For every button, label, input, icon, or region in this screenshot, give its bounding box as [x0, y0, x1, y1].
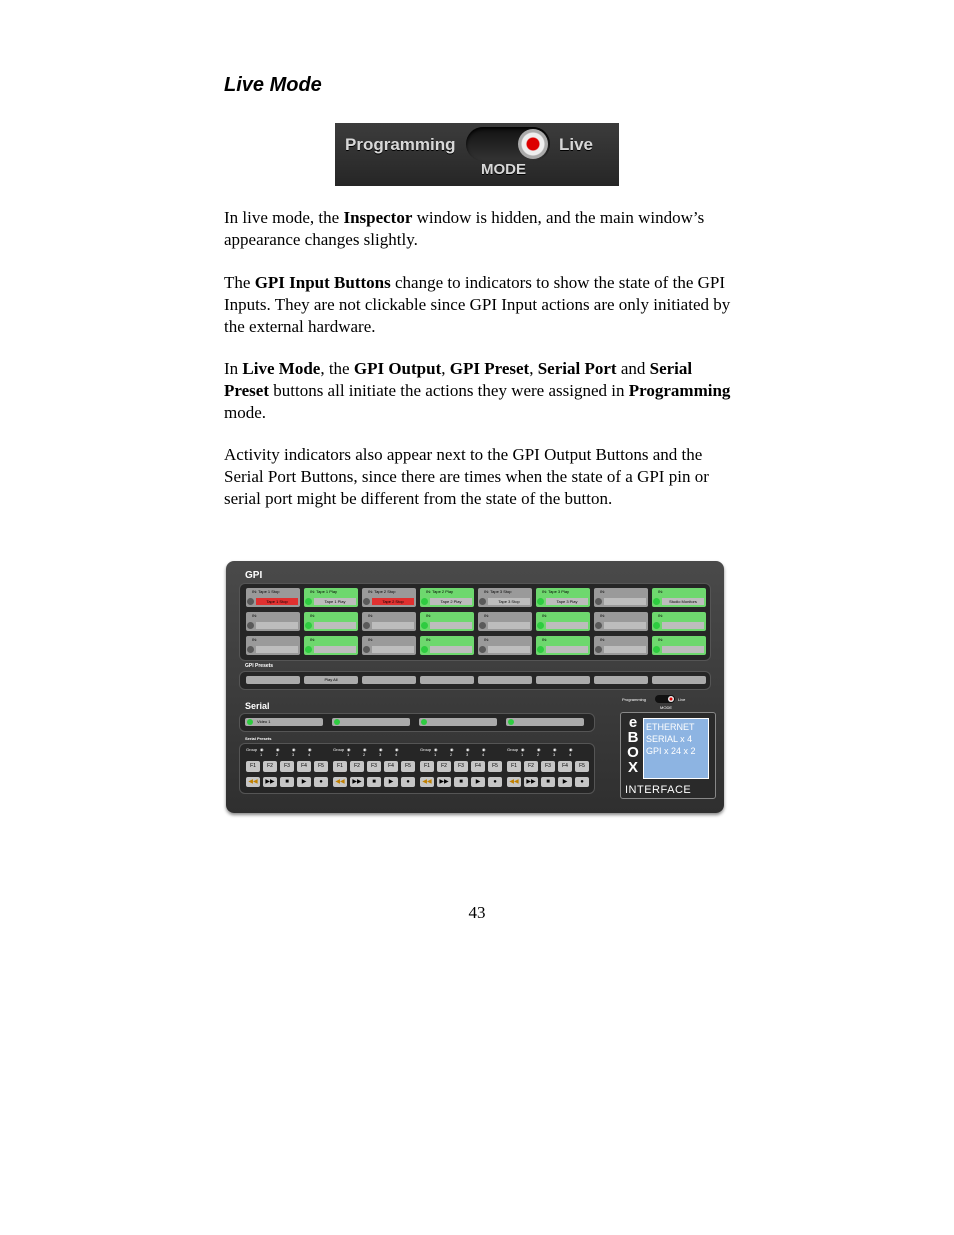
transport-key[interactable]: ◀◀	[420, 777, 434, 787]
transport-key[interactable]: ■	[541, 777, 555, 787]
gpi-button[interactable]	[652, 588, 706, 607]
gpi-button[interactable]	[652, 612, 706, 631]
serial-preset-key[interactable]: F5	[575, 761, 589, 772]
gpi-button[interactable]	[362, 588, 416, 607]
activity-led-icon	[537, 646, 544, 653]
gpi-output-label	[256, 646, 298, 653]
transport-key[interactable]: ▶▶	[350, 777, 364, 787]
activity-led-icon	[247, 646, 254, 653]
serial-preset-key[interactable]: F5	[488, 761, 502, 772]
activity-led-icon	[305, 646, 312, 653]
gpi-input-name: IN:	[658, 637, 664, 642]
gpi-section-label: GPI	[245, 570, 263, 581]
activity-led-icon	[537, 622, 544, 629]
serial-preset-key[interactable]: F2	[350, 761, 364, 772]
serial-preset-key[interactable]: F4	[471, 761, 485, 772]
group-knob[interactable]: ◉ 2	[363, 747, 367, 757]
serial-preset-key[interactable]: F2	[437, 761, 451, 772]
serial-preset-key[interactable]: F2	[263, 761, 277, 772]
gpi-input-name: IN:	[484, 613, 490, 618]
transport-key[interactable]: ●	[314, 777, 328, 787]
transport-key[interactable]: ◀◀	[507, 777, 521, 787]
bold-term: Serial Port	[537, 359, 617, 378]
gpi-output-label	[604, 622, 646, 629]
gpi-input-name: IN: Tape 2 Play	[426, 589, 454, 594]
gpi-output-label	[488, 622, 530, 629]
gpi-output-label: Tape 1 Play	[314, 598, 356, 605]
group-knob[interactable]: ◉ 3	[466, 747, 470, 757]
group-label: Group	[507, 747, 519, 752]
activity-led-icon	[247, 719, 253, 725]
gpi-preset-button[interactable]	[536, 676, 590, 684]
gpi-button[interactable]	[478, 612, 532, 631]
mini-mode-label: MODE	[660, 705, 672, 710]
gpi-preset-button[interactable]	[420, 676, 474, 684]
bold-term: Serial Preset	[224, 359, 693, 400]
bold-term: GPI Input Buttons	[254, 273, 391, 292]
serial-preset-key[interactable]: F4	[297, 761, 311, 772]
activity-led-icon	[595, 646, 602, 653]
activity-led-icon	[247, 622, 254, 629]
serial-preset-key[interactable]: F4	[384, 761, 398, 772]
gpi-output-label	[314, 622, 356, 629]
group-knob[interactable]: ◉ 2	[537, 747, 541, 757]
gpi-input-name: IN:	[368, 613, 374, 618]
gpi-input-name: IN:	[600, 589, 606, 594]
group-knob[interactable]: ◉ 4	[482, 747, 486, 757]
gpi-button[interactable]	[478, 588, 532, 607]
gpi-input-name: IN:	[310, 637, 316, 642]
activity-led-icon	[595, 622, 602, 629]
gpi-output-label	[662, 646, 704, 653]
mode-toggle	[466, 127, 550, 161]
gpi-button[interactable]	[304, 612, 358, 631]
gpi-input-name: IN: Tape 3 Stop	[484, 589, 512, 594]
group-knob[interactable]: ◉ 1	[347, 747, 351, 757]
activity-led-icon	[305, 598, 312, 605]
gpi-button[interactable]	[536, 612, 590, 631]
gpi-button[interactable]	[362, 612, 416, 631]
bold-term: Inspector	[343, 208, 413, 227]
mini-mode-programming: Programming	[622, 697, 647, 702]
transport-key[interactable]: ▶	[471, 777, 485, 787]
transport-key[interactable]: ■	[454, 777, 468, 787]
gpi-button[interactable]	[652, 636, 706, 655]
gpi-button[interactable]	[594, 588, 648, 607]
gpi-output-label	[662, 622, 704, 629]
gpi-output-label: Tape 1 Stop	[256, 598, 298, 605]
serial-port-button[interactable]	[506, 718, 584, 726]
gpi-output-label	[546, 646, 588, 653]
gpi-output-label	[430, 646, 472, 653]
group-label: Group	[246, 747, 258, 752]
bold-term: GPI Preset	[449, 359, 530, 378]
transport-key[interactable]: ◀◀	[333, 777, 347, 787]
ebox-letters: e B O X	[627, 714, 639, 776]
toggle-knob-icon	[518, 129, 548, 159]
gpi-output-label	[488, 646, 530, 653]
transport-key[interactable]: ▶	[297, 777, 311, 787]
serial-preset-key[interactable]: F2	[524, 761, 538, 772]
mini-toggle-knob-icon	[668, 696, 674, 702]
gpi-input-name: IN:	[426, 637, 432, 642]
mode-live-label: Live	[559, 135, 594, 154]
transport-key[interactable]: ◀◀	[246, 777, 260, 787]
bold-term: Programming	[628, 381, 731, 400]
gpi-input-name: IN:	[542, 613, 548, 618]
gpi-output-label: Tape 3 Play	[546, 598, 588, 605]
serial-preset-key[interactable]: F1	[333, 761, 347, 772]
gpi-input-name: IN: Tape 1 Stop	[252, 589, 280, 594]
gpi-presets-label: GPI Presets	[245, 663, 274, 669]
gpi-output-label: Tape 3 Stop	[488, 598, 530, 605]
serial-section-label: Serial	[245, 701, 270, 711]
group-knob[interactable]: ◉ 2	[276, 747, 280, 757]
serial-port-button[interactable]	[419, 718, 497, 726]
activity-led-icon	[479, 622, 486, 629]
serial-preset-key[interactable]: F4	[558, 761, 572, 772]
gpi-button[interactable]	[304, 636, 358, 655]
serial-preset-key[interactable]: F3	[454, 761, 468, 772]
activity-led-icon	[421, 598, 428, 605]
gpi-input-name: IN:	[368, 637, 374, 642]
activity-led-icon	[508, 719, 514, 725]
activity-led-icon	[421, 622, 428, 629]
gpi-button[interactable]	[536, 636, 590, 655]
serial-preset-key[interactable]: F1	[420, 761, 434, 772]
gpi-button[interactable]	[304, 588, 358, 607]
activity-led-icon	[479, 646, 486, 653]
group-knob[interactable]: ◉ 2	[450, 747, 454, 757]
group-label: Group	[420, 747, 432, 752]
paragraph-3: In Live Mode, the GPI Output, GPI Preset, Serial Port and Serial Preset buttons all initiate the actions they were assigned in Programming mode.	[224, 359, 731, 422]
transport-key[interactable]: ■	[367, 777, 381, 787]
gpi-button[interactable]	[362, 636, 416, 655]
mode-switch-image	[335, 123, 619, 186]
gpi-input-name: IN:	[658, 589, 664, 594]
gpi-output-label	[430, 622, 472, 629]
paragraph-2: The GPI Input Buttons change to indicators to show the state of the GPI Inputs. They are not clickable since GPI Input actions are only initiated by the external hardware.	[224, 273, 731, 336]
transport-key[interactable]: ▶▶	[524, 777, 538, 787]
mini-toggle	[655, 695, 675, 703]
paragraph-4: Activity indicators also appear next to the GPI Output Buttons and the Serial Port Buttons, since there are times when the state of a GPI pin or serial port might be different from the state of the button.	[224, 445, 709, 508]
activity-led-icon	[363, 646, 370, 653]
gpi-input-name: IN: Tape 1 Play	[310, 589, 338, 594]
gpi-input-name: IN:	[600, 637, 606, 642]
bold-term: GPI Output	[353, 359, 442, 378]
gpi-input-name: IN:	[426, 613, 432, 618]
group-knob[interactable]: ◉ 3	[292, 747, 296, 757]
activity-led-icon	[479, 598, 486, 605]
transport-key[interactable]: ▶▶	[437, 777, 451, 787]
transport-key[interactable]: ●	[575, 777, 589, 787]
gpi-preset-button[interactable]	[362, 676, 416, 684]
transport-key[interactable]: ●	[401, 777, 415, 787]
mode-label: MODE	[481, 161, 526, 178]
ebox-interface-label: INTERFACE	[625, 784, 692, 796]
group-knob[interactable]: ◉ 1	[434, 747, 438, 757]
gpi-button[interactable]	[420, 636, 474, 655]
transport-key[interactable]: ▶▶	[263, 777, 277, 787]
gpi-output-label	[372, 646, 414, 653]
mini-mode-switch[interactable]	[622, 695, 692, 711]
page-heading: Live Mode	[224, 74, 322, 96]
group-knob[interactable]: ◉ 4	[569, 747, 573, 757]
serial-preset-key[interactable]: F5	[401, 761, 415, 772]
gpi-output-label	[546, 622, 588, 629]
gpi-output-label: Studio Monitors	[662, 598, 704, 605]
serial-port-button[interactable]: Video 1	[245, 718, 323, 726]
group-label: Group	[333, 747, 345, 752]
group-knob[interactable]: ◉ 1	[521, 747, 525, 757]
gpi-preset-button[interactable]	[246, 676, 300, 684]
ebox-main-window-screenshot	[226, 561, 724, 813]
gpi-button[interactable]	[246, 612, 300, 631]
activity-led-icon	[363, 622, 370, 629]
gpi-output-label	[604, 646, 646, 653]
bold-term: Live Mode	[242, 359, 321, 378]
activity-led-icon	[653, 598, 660, 605]
paragraph-1: In live mode, the Inspector window is hidden, and the main window’s appearance changes slightly.	[224, 208, 705, 249]
activity-led-icon	[305, 622, 312, 629]
activity-led-icon	[421, 719, 427, 725]
gpi-input-name: IN:	[252, 613, 258, 618]
gpi-button[interactable]	[478, 636, 532, 655]
gpi-output-label	[256, 622, 298, 629]
serial-preset-key[interactable]: F3	[280, 761, 294, 772]
gpi-input-name: IN:	[484, 637, 490, 642]
transport-key[interactable]: ▶	[558, 777, 572, 787]
ebox-logo	[620, 712, 716, 799]
mode-programming-label: Programming	[345, 135, 456, 154]
activity-led-icon	[334, 719, 340, 725]
group-knob[interactable]: ◉ 4	[308, 747, 312, 757]
gpi-preset-button[interactable]: Play All	[304, 676, 358, 684]
gpi-button[interactable]	[420, 612, 474, 631]
ebox-spec-box: ETHERNET SERIAL x 4 GPI x 24 x 2	[643, 718, 709, 779]
transport-key[interactable]: ■	[280, 777, 294, 787]
activity-led-icon	[421, 646, 428, 653]
gpi-button[interactable]	[594, 612, 648, 631]
activity-led-icon	[595, 598, 602, 605]
activity-led-icon	[247, 598, 254, 605]
gpi-button[interactable]	[246, 588, 300, 607]
group-knob[interactable]: ◉ 3	[553, 747, 557, 757]
gpi-input-name: IN:	[310, 613, 316, 618]
gpi-output-label: Tape 2 Stop	[372, 598, 414, 605]
gpi-input-name: IN:	[542, 637, 548, 642]
serial-preset-key[interactable]: F3	[367, 761, 381, 772]
mini-mode-live: Live	[678, 697, 686, 702]
gpi-button[interactable]	[420, 588, 474, 607]
group-knob[interactable]: ◉ 3	[379, 747, 383, 757]
gpi-output-label	[314, 646, 356, 653]
gpi-button[interactable]	[246, 636, 300, 655]
serial-preset-key[interactable]: F1	[507, 761, 521, 772]
gpi-button[interactable]	[594, 636, 648, 655]
serial-presets-label: Serial Presets	[245, 736, 272, 741]
page-number: 43	[468, 903, 486, 922]
serial-port-button[interactable]	[332, 718, 410, 726]
gpi-input-name: IN:	[252, 637, 258, 642]
activity-led-icon	[537, 598, 544, 605]
activity-led-icon	[653, 622, 660, 629]
transport-key[interactable]: ▶	[384, 777, 398, 787]
gpi-input-name: IN: Tape 2 Stop	[368, 589, 396, 594]
gpi-preset-button[interactable]	[478, 676, 532, 684]
gpi-output-label: Tape 2 Play	[430, 598, 472, 605]
group-knob[interactable]: ◉ 1	[260, 747, 264, 757]
gpi-input-name: IN:	[658, 613, 664, 618]
gpi-preset-button[interactable]	[652, 676, 706, 684]
serial-preset-key[interactable]: F3	[541, 761, 555, 772]
gpi-button[interactable]	[536, 588, 590, 607]
activity-led-icon	[653, 646, 660, 653]
gpi-input-name: IN:	[600, 613, 606, 618]
serial-preset-key[interactable]: F1	[246, 761, 260, 772]
gpi-input-name: IN: Tape 3 Play	[542, 589, 570, 594]
gpi-preset-button[interactable]	[594, 676, 648, 684]
group-knob[interactable]: ◉ 4	[395, 747, 399, 757]
gpi-output-label	[372, 622, 414, 629]
serial-preset-key[interactable]: F5	[314, 761, 328, 772]
gpi-output-label	[604, 598, 646, 605]
transport-key[interactable]: ●	[488, 777, 502, 787]
activity-led-icon	[363, 598, 370, 605]
